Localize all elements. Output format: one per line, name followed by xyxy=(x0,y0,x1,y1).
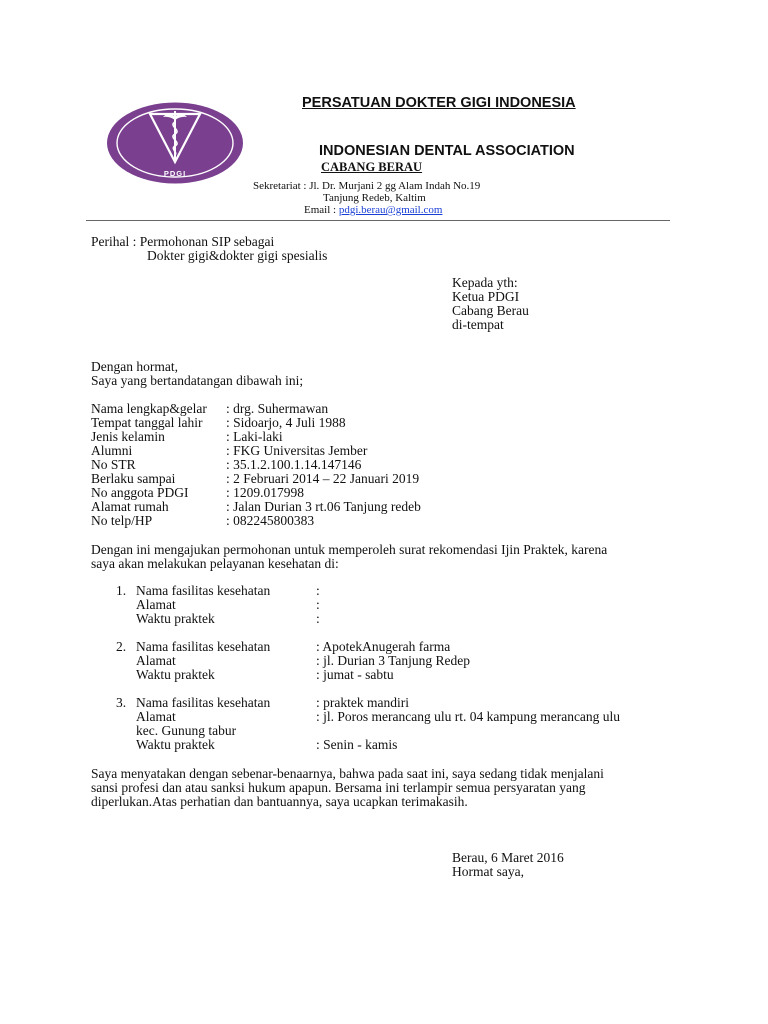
info-label: No telp/HP xyxy=(91,513,153,528)
facility-address-value: : xyxy=(316,597,320,612)
info-value: : 2 Februari 2014 – 22 Januari 2019 xyxy=(226,471,420,486)
greeting: Dengan hormat, xyxy=(91,359,178,374)
info-label: Jenis kelamin xyxy=(91,429,165,444)
info-label: Nama lengkap&gelar xyxy=(91,401,207,416)
facility-address-value: : jl. Durian 3 Tanjung Redep xyxy=(316,653,471,668)
statement-line2: sansi profesi dan atau sanksi hukum apapun. Bersama ini terlampir semua persyaratan yang xyxy=(91,780,586,795)
facility-number: 1. xyxy=(116,583,127,598)
intro: Saya yang bertandatangan dibawah ini; xyxy=(91,373,304,388)
info-label: Alamat rumah xyxy=(91,499,169,514)
facility-time-label: Waktu praktek xyxy=(136,611,215,626)
facility-address-label: Alamat xyxy=(136,653,176,668)
facility-number: 2. xyxy=(116,639,127,654)
pdgi-logo xyxy=(106,102,244,184)
facility-name-label: Nama fasilitas kesehatan xyxy=(136,639,271,654)
email-link[interactable]: pdgi.berau@gmail.com xyxy=(338,204,443,216)
facility-time-value: : Senin - kamis xyxy=(316,737,398,752)
info-label: Tempat tanggal lahir xyxy=(91,415,203,430)
info-value: : drg. Suhermawan xyxy=(226,401,329,416)
info-label: Berlaku sampai xyxy=(91,471,176,486)
facility-time-value: : xyxy=(316,611,320,626)
info-value: : 082245800383 xyxy=(226,513,315,528)
recipient-3: Cabang Berau xyxy=(452,303,529,318)
facility-name-label: Nama fasilitas kesehatan xyxy=(136,583,271,598)
request-line1: Dengan ini mengajukan permohonan untuk memperoleh surat rekomendasi Ijin Praktek, karena xyxy=(91,542,608,557)
branch-name: CABANG BERAU xyxy=(321,160,423,174)
header-divider xyxy=(86,220,670,221)
info-value: : Laki-laki xyxy=(226,429,283,444)
facility-name-value: : praktek mandiri xyxy=(316,695,409,710)
statement-line3: diperlukan.Atas perhatian dan bantuannya, saya ucapkan terimakasih. xyxy=(91,794,468,809)
info-value: : Jalan Durian 3 rt.06 Tanjung redeb xyxy=(226,499,421,514)
facility-address-value: : jl. Poros merancang ulu rt. 04 kampung merancang ulu xyxy=(316,709,621,724)
place-date: Berau, 6 Maret 2016 xyxy=(452,850,564,865)
facility-time-label: Waktu praktek xyxy=(136,667,215,682)
recipient-2: Ketua PDGI xyxy=(452,289,520,304)
facility-time-label: Waktu praktek xyxy=(136,737,215,752)
info-value: : 35.1.2.100.1.14.147146 xyxy=(226,457,362,472)
org-name-en: INDONESIAN DENTAL ASSOCIATION xyxy=(319,143,575,159)
org-name: PERSATUAN DOKTER GIGI INDONESIA xyxy=(302,95,576,111)
info-value: : Sidoarjo, 4 Juli 1988 xyxy=(226,415,346,430)
info-value: : FKG Universitas Jember xyxy=(226,443,368,458)
facility-address-continued: kec. Gunung tabur xyxy=(136,723,237,738)
email-line xyxy=(304,204,442,216)
email-label: Email : xyxy=(304,204,339,216)
info-label: No STR xyxy=(91,457,136,472)
logo-text: PDGI xyxy=(163,169,187,178)
info-label: Alumni xyxy=(91,443,133,458)
facility-name-label: Nama fasilitas kesehatan xyxy=(136,695,271,710)
facility-time-value: : jumat - sabtu xyxy=(316,667,394,682)
facility-name-value: : ApotekAnugerah farma xyxy=(316,639,451,654)
closing-regards: Hormat saya, xyxy=(452,864,524,879)
recipient-4: di-tempat xyxy=(452,317,504,332)
secretariat-city: Tanjung Redeb, Kaltim xyxy=(323,192,426,204)
facility-address-label: Alamat xyxy=(136,709,176,724)
facility-address-label: Alamat xyxy=(136,597,176,612)
info-label: No anggota PDGI xyxy=(91,485,189,500)
recipient-1: Kepada yth: xyxy=(452,275,518,290)
facility-name-value: : xyxy=(316,583,320,598)
statement-line1: Saya menyatakan dengan sebenar-benaarnya, bahwa pada saat ini, saya sedang tidak menjalani xyxy=(91,766,604,781)
subject-line2: Dokter gigi&dokter gigi spesialis xyxy=(147,248,328,263)
info-value: : 1209.017998 xyxy=(226,485,305,500)
request-line2: saya akan melakukan pelayanan kesehatan di: xyxy=(91,556,339,571)
facility-number: 3. xyxy=(116,695,127,710)
secretariat-address: Sekretariat : Jl. Dr. Murjani 2 gg Alam Indah No.19 xyxy=(253,180,481,192)
subject-line1: Perihal : Permohonan SIP sebagai xyxy=(91,234,275,249)
